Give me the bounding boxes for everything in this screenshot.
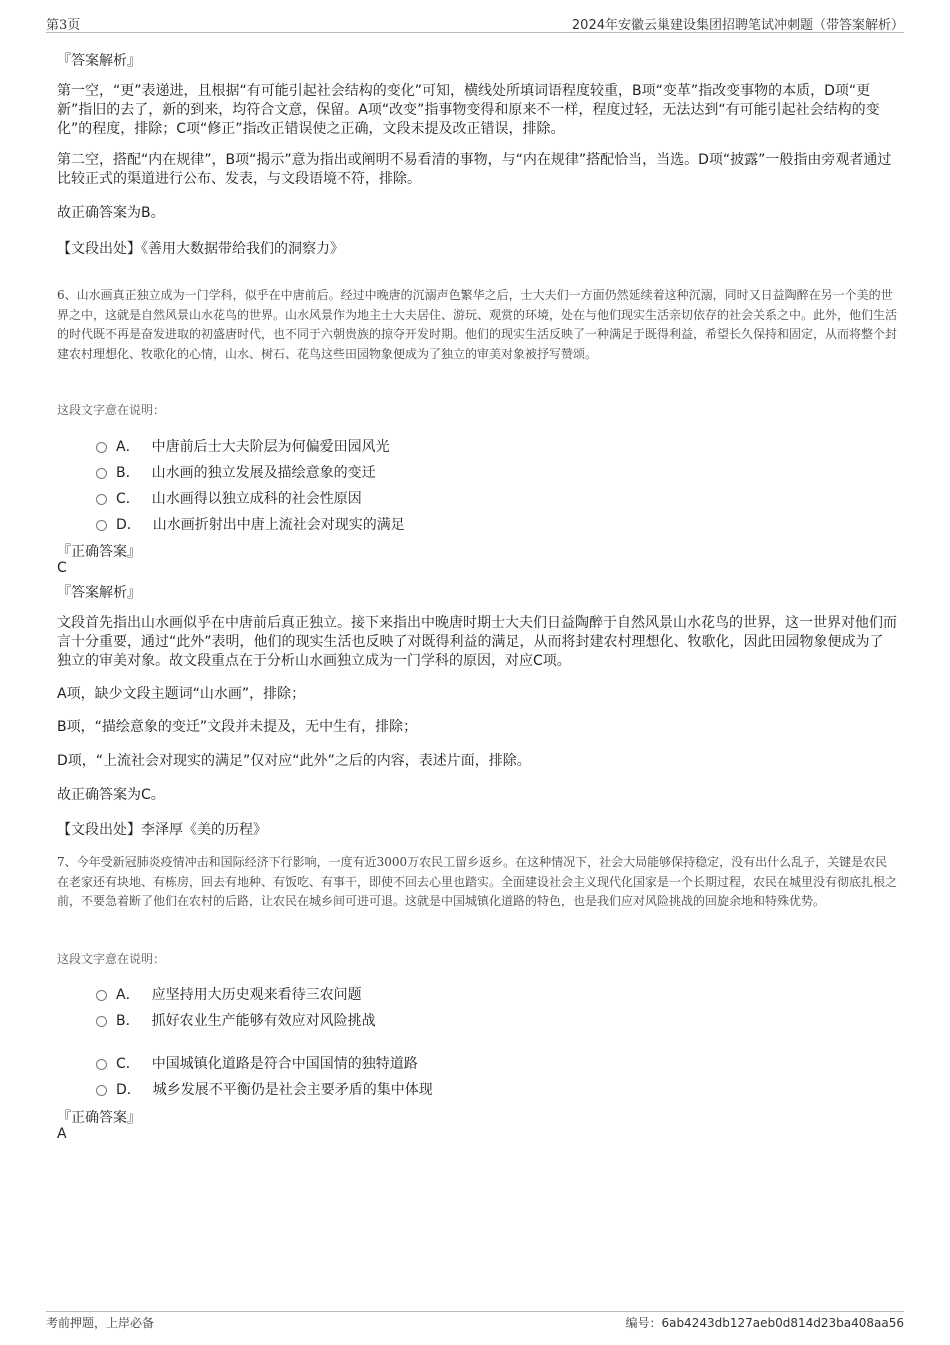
q7-correct-answer: A <box>57 1126 67 1142</box>
option-text: 山水画的独立发展及描绘意象的变迁 <box>151 465 376 481</box>
q7-option-b[interactable] <box>96 1010 376 1030</box>
q7-option-a[interactable] <box>96 984 362 1004</box>
radio-icon[interactable] <box>96 494 107 505</box>
q5-analysis-para-1: 第一空，“更”表递进，且根据“有可能引起社会结构的变化”可知，横线处所填词语程度较重，B项“变革”指改变事物的本质，D项“更新”指旧的去了，新的到来，均符合文意，保留。A项“改变”指事物变得和原来不一样，程度过轻，无法达到“有可能引起社会结构的变化”的程度，排除；C项“修正”指改正错误使之正确，文段未提及改正错误，排除。 <box>57 83 880 137</box>
document-id: 编号：6ab4243db127aeb0d814d23ba408aa56 <box>625 1316 904 1330</box>
q6-answer-tag: 『正确答案』 <box>57 544 141 560</box>
radio-icon[interactable] <box>96 520 107 531</box>
q7-answer-tag: 『正确答案』 <box>57 1110 141 1126</box>
option-text: 中国城镇化道路是符合中国国情的独特道路 <box>151 1056 418 1072</box>
option-letter: D． <box>116 517 141 533</box>
q7-option-d[interactable] <box>96 1079 433 1099</box>
option-letter: B． <box>116 1013 140 1029</box>
q5-analysis-tag: 『答案解析』 <box>57 53 141 69</box>
q6-analysis-para-4: D项，“上流社会对现实的满足”仅对应“此外”之后的内容，表述片面，排除。 <box>57 753 531 769</box>
option-letter: B． <box>116 465 140 481</box>
option-text: 应坚持用大历史观来看待三农问题 <box>151 987 362 1003</box>
q6-option-d[interactable] <box>96 514 405 534</box>
document-title: 2024年安徽云巢建设集团招聘笔试冲刺题（带答案解析） <box>571 18 904 33</box>
header-divider <box>46 32 904 33</box>
q6-analysis-para-3: B项，“描绘意象的变迁”文段并未提及，无中生有，排除； <box>57 719 418 735</box>
radio-icon[interactable] <box>96 1085 107 1096</box>
page-number: 第3页 <box>46 18 81 33</box>
q7-option-c[interactable] <box>96 1053 418 1073</box>
q6-option-c[interactable] <box>96 488 362 508</box>
q7-question-text: 7、今年受新冠肺炎疫情冲击和国际经济下行影响，一度有近3000万农民工留乡返乡。在这种情况下，社会大局能够保持稳定，没有出什么乱子，关键是农民在老家还有块地、有栋房，回去有地种、有饭吃、有事干，即使不回去心里也踏实。全面建设社会主义现代化国家是一个长期过程，农民在城里没有彻底扎根之前，不要急着断了他们在农村的后路，让农民在城乡间可进可退。这就是中国城镇化道路的特色，也是我们应对风险挑战的回旋余地和特殊优势。 <box>57 855 898 908</box>
q6-analysis-para-2: A项，缺少文段主题词“山水画”，排除； <box>57 686 306 702</box>
option-letter: A． <box>116 439 140 455</box>
q5-analysis-para-2: 第二空，搭配“内在规律”，B项“揭示”意为指出或阐明不易看清的事物，与“内在规律”搭配恰当，当选。D项“披露”一般指由旁观者通过比较正式的渠道进行公布、发表，与文段语境不符，排除。 <box>57 152 892 187</box>
q5-source: 【文段出处】《善用大数据带给我们的洞察力》 <box>57 241 344 257</box>
q7-prompt: 这段文字意在说明： <box>57 952 166 966</box>
q6-option-a[interactable] <box>96 436 390 456</box>
option-text: 抓好农业生产能够有效应对风险挑战 <box>151 1013 376 1029</box>
option-letter: D． <box>116 1082 141 1098</box>
option-text: 中唐前后士大夫阶层为何偏爱田园风光 <box>151 439 390 455</box>
option-letter: A． <box>116 987 140 1003</box>
option-text: 山水画折射出中唐上流社会对现实的满足 <box>152 517 405 533</box>
q6-correct-answer: C <box>57 560 67 576</box>
radio-icon[interactable] <box>96 1016 107 1027</box>
q6-analysis-tag: 『答案解析』 <box>57 585 141 601</box>
radio-icon[interactable] <box>96 442 107 453</box>
q6-analysis-para-1: 文段首先指出山水画似乎在中唐前后真正独立。接下来指出中晚唐时期士大夫们日益陶醉于自然风景山水花鸟的世界，这一世界对他们而言十分重要，通过“此外”表明，他们的现实生活也反映了对既得利益的满足，从而将封建农村理想化、牧歌化，因此田园物象便成为了独立的审美对象。故文段重点在于分析山水画独立成为一门学科的原因，对应C项。 <box>57 615 897 669</box>
footer-divider <box>46 1311 904 1312</box>
option-letter: C． <box>116 491 140 507</box>
option-letter: C． <box>116 1056 140 1072</box>
q6-source: 【文段出处】李泽厚《美的历程》 <box>57 822 267 838</box>
q6-question-text: 6、山水画真正独立成为一门学科，似乎在中唐前后。经过中晚唐的沉溺声色繁华之后，士大夫们一方面仍然延续着这种沉溺，同时又日益陶醉在另一个美的世界之中，这就是自然风景山水花鸟的世界。山水风景作为地主士大夫居住、游玩、观赏的环境，处在与他们现实生活亲切依存的社会关系之中。此外，他们生活的时代既不再是奋发进取的初盛唐时代，也不同于六朝贵族的掠夺开发时期。他们的现实生活反映了一种满足于既得利益，希望长久保持和固定，从而将整个封建农村理想化、牧歌化的心情，山水、树石、花鸟这些田园物象便成为了独立的审美对象被抒写赞颂。 <box>57 288 898 361</box>
q6-analysis-para-5: 故正确答案为C。 <box>57 787 165 803</box>
q6-prompt: 这段文字意在说明： <box>57 403 166 417</box>
option-text: 山水画得以独立成科的社会性原因 <box>151 491 362 507</box>
radio-icon[interactable] <box>96 990 107 1001</box>
radio-icon[interactable] <box>96 468 107 479</box>
radio-icon[interactable] <box>96 1059 107 1070</box>
footer-slogan: 考前押题，上岸必备 <box>46 1316 155 1330</box>
q6-option-b[interactable] <box>96 462 376 482</box>
q5-analysis-para-3: 故正确答案为B。 <box>57 205 165 221</box>
option-text: 城乡发展不平衡仍是社会主要矛盾的集中体现 <box>152 1082 433 1098</box>
